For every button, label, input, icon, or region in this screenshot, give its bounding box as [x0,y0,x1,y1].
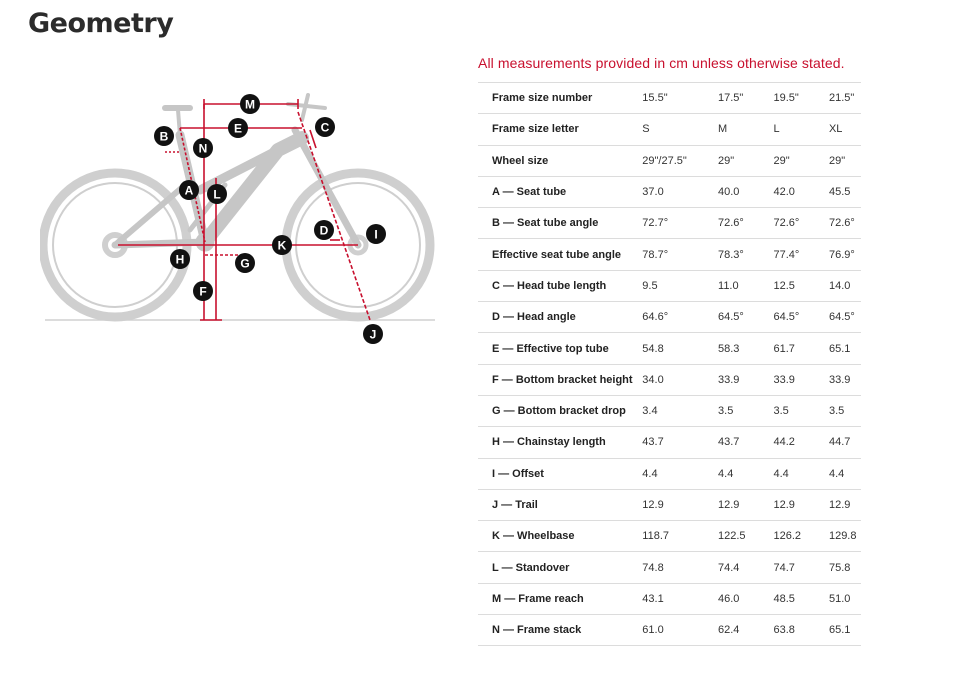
marker-B [154,126,174,146]
table-cell: XL [829,114,861,145]
table-row [478,552,861,583]
table-cell: 4.4 [773,458,828,489]
table-cell: 76.9° [829,239,861,270]
table-cell: 63.8 [773,615,828,646]
table-cell: 29"/27.5" [642,145,718,176]
table-cell: 17.5" [718,83,773,114]
marker-G [235,253,255,273]
table-row [478,489,861,520]
table-cell: 43.7 [642,427,718,458]
table-cell: 61.7 [773,333,828,364]
table-row [478,83,861,114]
row-label: H — Chainstay length [478,427,642,458]
table-cell: 3.4 [642,395,718,426]
svg-text:K: K [277,238,287,253]
svg-text:F: F [199,284,207,299]
row-label: E — Effective top tube [478,333,642,364]
table-cell: L [773,114,828,145]
bike-geometry-diagram [40,90,440,350]
table-cell: 34.0 [642,364,718,395]
table-cell: 3.5 [718,395,773,426]
row-label: A — Seat tube [478,176,642,207]
table-cell: 4.4 [829,458,861,489]
table-cell: 78.3° [718,239,773,270]
table-row [478,239,861,270]
table-cell: 54.8 [642,333,718,364]
table-cell: 42.0 [773,176,828,207]
table-cell: 11.0 [718,270,773,301]
table-cell: 64.5° [718,302,773,333]
row-label: J — Trail [478,489,642,520]
table-cell: 21.5" [829,83,861,114]
table-cell: 9.5 [642,270,718,301]
table-cell: 64.5° [829,302,861,333]
table-cell: 4.4 [642,458,718,489]
table-cell: 43.1 [642,583,718,614]
table-cell: 51.0 [829,583,861,614]
svg-text:I: I [374,227,378,242]
table-cell: 33.9 [773,364,828,395]
svg-text:E: E [233,121,243,136]
table-cell: 19.5" [773,83,828,114]
table-cell: 48.5 [773,583,828,614]
svg-text:A: A [184,183,194,198]
row-label: N — Frame stack [478,615,642,646]
table-cell: 43.7 [718,427,773,458]
table-cell: 40.0 [718,176,773,207]
table-row [478,427,861,458]
table-cell: 65.1 [829,333,861,364]
table-cell: 118.7 [642,521,718,552]
table-cell: 12.5 [773,270,828,301]
svg-text:H: H [175,252,185,267]
geometry-table [478,82,861,646]
marker-M [240,94,260,114]
marker-E [228,118,248,138]
marker-L [207,184,227,204]
table-cell: 129.8 [829,521,861,552]
table-cell: 72.6° [829,208,861,239]
svg-text:C: C [320,120,330,135]
row-label: L — Standover [478,552,642,583]
table-row [478,583,861,614]
table-cell: 77.4° [773,239,828,270]
table-cell: 72.7° [642,208,718,239]
marker-J [363,324,383,344]
table-row [478,176,861,207]
table-row [478,114,861,145]
table-cell: 65.1 [829,615,861,646]
table-cell: 64.5° [773,302,828,333]
table-row [478,208,861,239]
row-label: G — Bottom bracket drop [478,395,642,426]
svg-text:G: G [240,256,250,271]
table-cell: 14.0 [829,270,861,301]
table-cell: 46.0 [718,583,773,614]
table-cell: 4.4 [718,458,773,489]
row-label: Wheel size [478,145,642,176]
table-cell: 62.4 [718,615,773,646]
table-cell: 72.6° [718,208,773,239]
marker-N [193,138,213,158]
table-cell: 3.5 [829,395,861,426]
table-row [478,145,861,176]
table-cell: 15.5" [642,83,718,114]
table-cell: 45.5 [829,176,861,207]
units-note: All measurements provided in cm unless otherwise stated. [478,55,845,71]
row-label: C — Head tube length [478,270,642,301]
table-cell: 29" [718,145,773,176]
row-label: F — Bottom bracket height [478,364,642,395]
marker-D [314,220,334,240]
marker-C [315,117,335,137]
table-cell: 37.0 [642,176,718,207]
table-cell: 74.8 [642,552,718,583]
marker-A [179,180,199,200]
marker-H [170,249,190,269]
svg-text:L: L [213,187,221,202]
table-row [478,458,861,489]
table-row [478,615,861,646]
table-row [478,270,861,301]
row-label: K — Wheelbase [478,521,642,552]
row-label: B — Seat tube angle [478,208,642,239]
table-cell: S [642,114,718,145]
marker-F [193,281,213,301]
table-cell: 74.7 [773,552,828,583]
row-label: Effective seat tube angle [478,239,642,270]
table-cell: 33.9 [829,364,861,395]
table-row [478,333,861,364]
table-cell: 3.5 [773,395,828,426]
marker-I [366,224,386,244]
table-cell: 12.9 [718,489,773,520]
page-title: Geometry [28,8,174,39]
table-cell: 29" [773,145,828,176]
table-cell: 12.9 [773,489,828,520]
table-cell: 12.9 [642,489,718,520]
table-cell: 74.4 [718,552,773,583]
table-cell: 61.0 [642,615,718,646]
marker-K [272,235,292,255]
row-label: D — Head angle [478,302,642,333]
table-cell: 33.9 [718,364,773,395]
table-row [478,302,861,333]
svg-text:J: J [369,327,377,342]
table-cell: 78.7° [642,239,718,270]
table-cell: 44.7 [829,427,861,458]
table-cell: 122.5 [718,521,773,552]
table-cell: 64.6° [642,302,718,333]
row-label: Frame size number [478,83,642,114]
table-cell: 58.3 [718,333,773,364]
svg-text:D: D [319,223,329,238]
table-cell: 12.9 [829,489,861,520]
table-cell: 75.8 [829,552,861,583]
row-label: M — Frame reach [478,583,642,614]
table-cell: 72.6° [773,208,828,239]
svg-text:N: N [198,141,208,156]
table-row [478,364,861,395]
table-cell: M [718,114,773,145]
row-label: Frame size letter [478,114,642,145]
table-row [478,395,861,426]
svg-text:B: B [159,129,169,144]
svg-text:M: M [245,97,255,112]
table-cell: 29" [829,145,861,176]
table-row [478,521,861,552]
table-cell: 126.2 [773,521,828,552]
row-label: I — Offset [478,458,642,489]
table-cell: 44.2 [773,427,828,458]
